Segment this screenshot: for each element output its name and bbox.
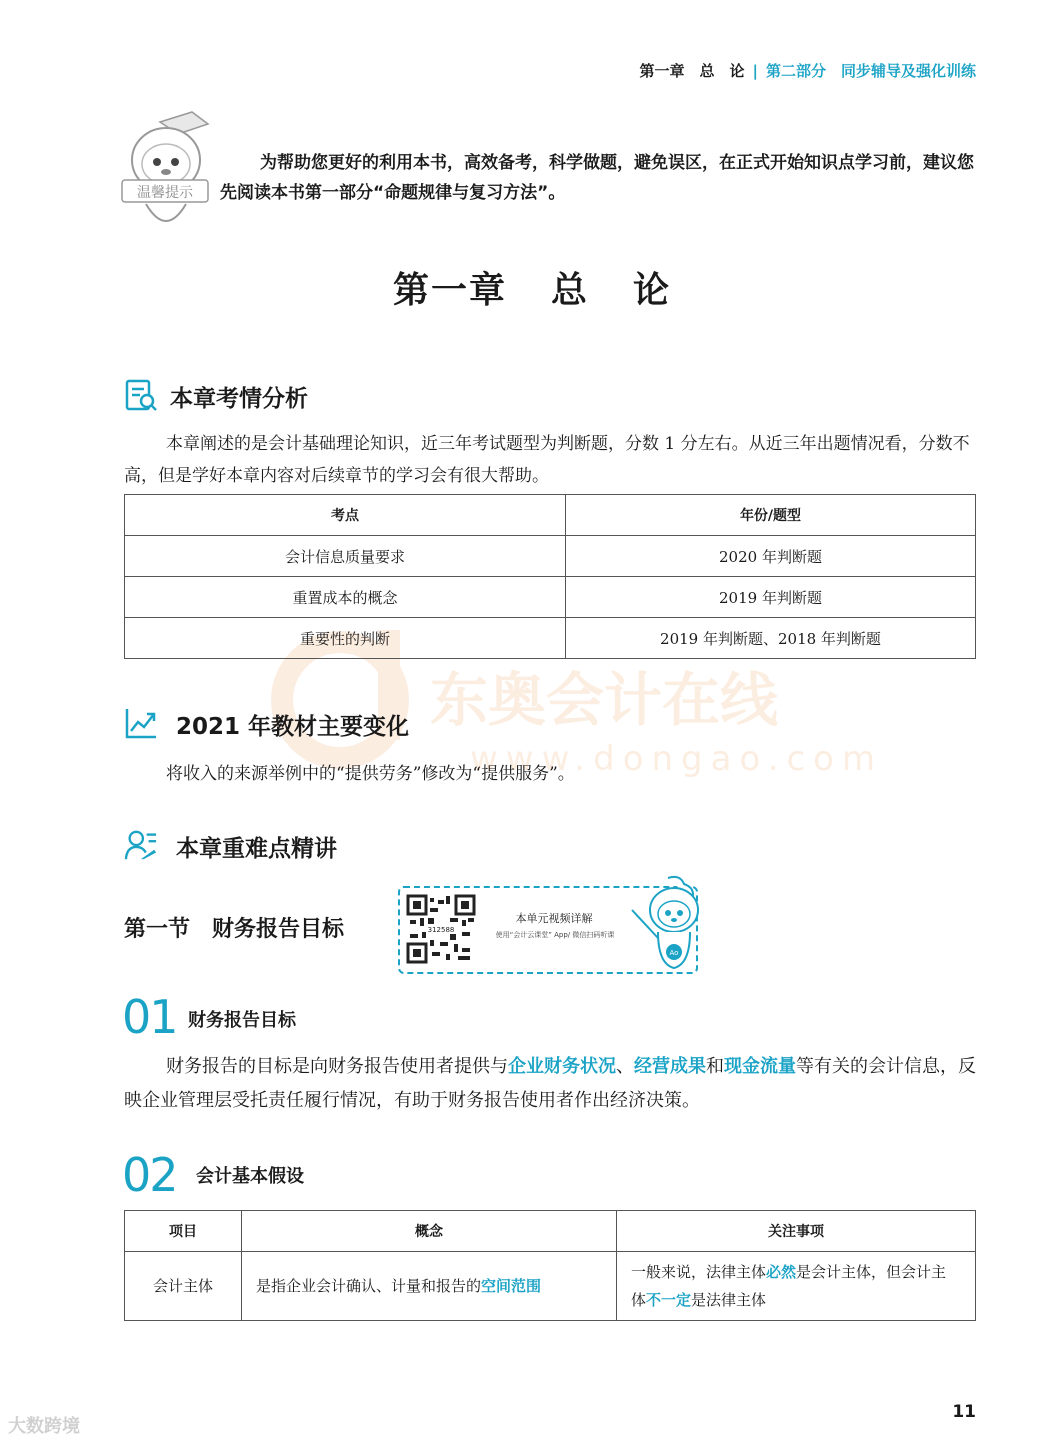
table-cell-item: 会计主体 bbox=[125, 1252, 242, 1321]
highlight-term: 现金流量 bbox=[724, 1056, 796, 1077]
table-row bbox=[125, 618, 976, 659]
table-cell-concept bbox=[242, 1252, 617, 1321]
table-header-cell: 项目 bbox=[125, 1211, 242, 1252]
mascot-tip-icon bbox=[120, 108, 216, 242]
table-header-row bbox=[125, 495, 976, 536]
watermark-name: 东奥会计在线 bbox=[430, 666, 779, 734]
item-number: 01 bbox=[122, 990, 177, 1044]
running-header bbox=[639, 60, 976, 81]
table-header-row bbox=[125, 1211, 976, 1252]
changes-title: 2021 年教材主要变化 bbox=[176, 714, 410, 740]
corner-watermark: 大数跨境 bbox=[8, 1416, 80, 1437]
qr-subtitle: 使用“会计云课堂” App/ 微信扫码听课 bbox=[495, 931, 615, 939]
changes-text: 将收入的来源举例中的“提供劳务”修改为“提供服务”。 bbox=[166, 764, 575, 784]
chapter-title-word1: 总 bbox=[550, 270, 589, 311]
item-number: 02 bbox=[122, 1148, 177, 1202]
page-number: 11 bbox=[952, 1402, 976, 1422]
table-cell-topic: 重要性的判断 bbox=[125, 618, 566, 659]
header-part: 第二部分 同步辅导及强化训练 bbox=[765, 62, 976, 80]
item-title: 财务报告目标 bbox=[188, 1010, 296, 1031]
key-points-title: 本章重难点精讲 bbox=[176, 836, 337, 862]
chapter-title-number: 第一章 bbox=[392, 270, 507, 311]
highlight-term: 空间范围 bbox=[481, 1277, 542, 1295]
table-cell-topic: 重置成本的概念 bbox=[125, 577, 566, 618]
table-header-cell: 关注事项 bbox=[617, 1211, 976, 1252]
mascot-pointer-icon bbox=[628, 874, 708, 974]
item01-text bbox=[124, 1050, 976, 1118]
section-title: 第一节 财务报告目标 bbox=[124, 917, 345, 942]
highlight-term: 经营成果 bbox=[634, 1056, 706, 1077]
text-segment: 和 bbox=[706, 1056, 724, 1077]
highlight-term: 不一定 bbox=[646, 1291, 692, 1309]
table-row bbox=[125, 1252, 976, 1321]
header-separator: | bbox=[752, 62, 758, 80]
qr-code-number: 312588 bbox=[427, 926, 455, 934]
table-header-cell: 考点 bbox=[125, 495, 566, 536]
table-cell-topic: 会计信息质量要求 bbox=[125, 536, 566, 577]
table-cell-year: 2019 年判断题、2018 年判断题 bbox=[566, 618, 976, 659]
exam-analysis-text: 本章阐述的是会计基础理论知识，近三年考试题型为判断题，分数 1 分左右。从近三年出题情况看，分数不高，但是学好本章内容对后续章节的学习会有很大帮助。 bbox=[124, 434, 970, 486]
table-row bbox=[125, 577, 976, 618]
table-cell-note bbox=[617, 1252, 976, 1321]
item-title: 会计基本假设 bbox=[196, 1166, 304, 1187]
table-row bbox=[125, 536, 976, 577]
text-segment: 一般来说，法律主体 bbox=[631, 1263, 767, 1281]
highlight-term: 必然 bbox=[766, 1263, 797, 1281]
table-header-cell: 年份/题型 bbox=[566, 495, 976, 536]
exam-analysis-table bbox=[124, 494, 976, 659]
svg-text:Ao: Ao bbox=[669, 949, 679, 957]
chapter-title bbox=[0, 262, 1064, 313]
text-segment: 等有关的会计信息，反映企业管理层受托责任履行情况，有助于财务报告使用者作出经济决策。 bbox=[124, 1056, 976, 1111]
tip-text: 为帮助您更好的利用本书，高效备考，科学做题，避免误区，在正式开始知识点学习前，建议您先阅读本书第一部分“命题规律与复习方法”。 bbox=[220, 153, 974, 203]
text-segment: 、 bbox=[616, 1056, 634, 1077]
header-chapter: 第一章 总 论 bbox=[639, 62, 745, 80]
qr-code-icon[interactable] bbox=[406, 894, 476, 964]
trend-chart-icon bbox=[124, 706, 158, 740]
table-cell-year: 2019 年判断题 bbox=[566, 577, 976, 618]
text-segment: 是会计主体，但会计主体 bbox=[631, 1263, 947, 1309]
table-header-cell: 概念 bbox=[242, 1211, 617, 1252]
qr-title: 本单元视频详解 bbox=[515, 912, 593, 925]
tip-badge-text: 温馨提示 bbox=[137, 185, 193, 201]
text-segment: 财务报告的目标是向财务报告使用者提供与 bbox=[166, 1056, 508, 1077]
lecturer-icon bbox=[124, 828, 158, 862]
analysis-icon bbox=[124, 378, 158, 412]
chapter-title-word2: 论 bbox=[633, 270, 672, 311]
watermark-url: www.dongao.com bbox=[470, 739, 884, 779]
assumption-table bbox=[124, 1210, 976, 1321]
table-cell-year: 2020 年判断题 bbox=[566, 536, 976, 577]
text-segment: 是法律主体 bbox=[691, 1291, 767, 1309]
highlight-term: 企业财务状况 bbox=[508, 1056, 616, 1077]
exam-analysis-title: 本章考情分析 bbox=[170, 386, 308, 412]
text-segment: 是指企业会计确认、计量和报告的 bbox=[256, 1277, 482, 1295]
